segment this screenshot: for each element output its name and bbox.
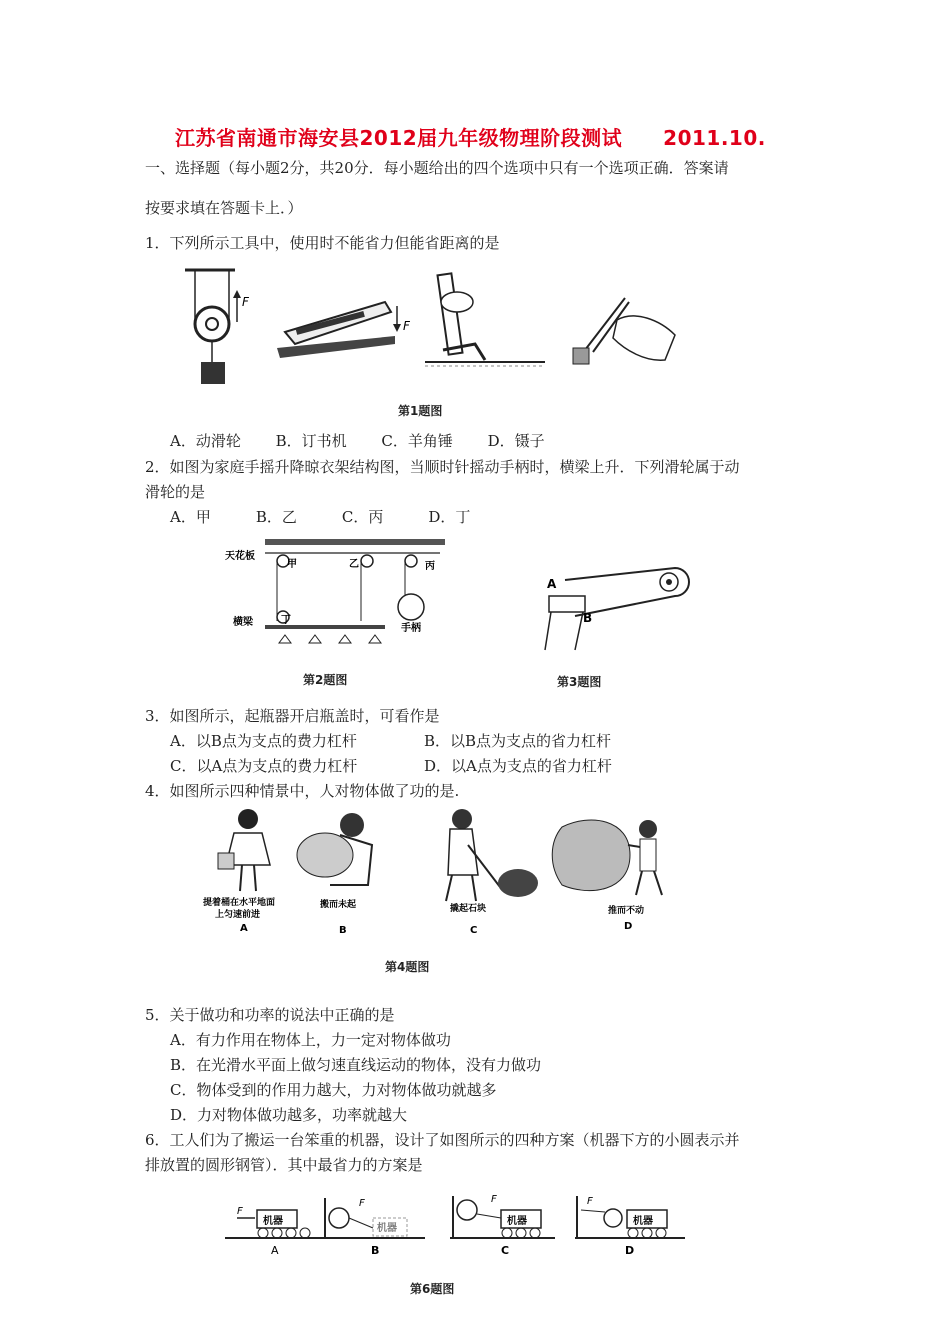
svg-text:搬而未起: 搬而未起 bbox=[320, 900, 357, 910]
q3-stem: 3．如图所示，起瓶器开启瓶盖时，可看作是 bbox=[145, 707, 440, 725]
q1-options: A．动滑轮 B．订书机 C．羊角锤 D．镊子 bbox=[170, 432, 545, 450]
q3-option-b: B．以B点为支点的省力杠杆 bbox=[424, 732, 612, 750]
svg-text:机器: 机器 bbox=[633, 1216, 653, 1227]
svg-text:D: D bbox=[624, 921, 633, 932]
q5-option-a: A．有力作用在物体上，力一定对物体做功 bbox=[170, 1031, 451, 1049]
q1-stem: 1．下列所示工具中，使用时不能省力但能省距离的是 bbox=[145, 234, 500, 252]
q3-option-d: D．以A点为支点的省力杠杆 bbox=[424, 757, 612, 775]
q1-caption: 第1题图 bbox=[398, 404, 443, 418]
svg-text:推而不动: 推而不动 bbox=[608, 906, 645, 916]
tweezers-figure bbox=[565, 290, 685, 370]
q4-stem: 4．如图所示四种情景中，人对物体做了功的是. bbox=[145, 782, 460, 800]
svg-text:机器: 机器 bbox=[507, 1216, 527, 1227]
q6-stem-line2: 排放置的圆形钢管）．其中最省力的方案是 bbox=[145, 1156, 423, 1174]
q2-stem-line1: 2．如图为家庭手摇升降晾衣架结构图，当顺时针摇动手柄时，横梁上升．下列滑轮属于动 bbox=[145, 458, 740, 476]
page-title: 江苏省南通市海安县2012届九年级物理阶段测试 2011.10. bbox=[175, 126, 766, 150]
svg-text:F: F bbox=[237, 1206, 243, 1217]
movable-pulley-icon bbox=[185, 270, 250, 384]
q3-option-a: A．以B点为支点的费力杠杆 bbox=[170, 732, 357, 750]
svg-text:F: F bbox=[491, 1194, 497, 1205]
svg-text:A: A bbox=[240, 923, 248, 934]
svg-text:上匀速前进: 上匀速前进 bbox=[215, 910, 261, 920]
q3-option-c: C．以A点为支点的费力杠杆 bbox=[170, 757, 358, 775]
q6-caption: 第6题图 bbox=[410, 1282, 455, 1296]
svg-text:丙: 丙 bbox=[425, 561, 435, 572]
scheme-c-diagram bbox=[450, 1194, 555, 1257]
scheme-a-diagram bbox=[225, 1206, 325, 1257]
svg-text:F: F bbox=[242, 295, 249, 309]
q5-option-d: D．力对物体做功越多，功率就越大 bbox=[170, 1106, 408, 1124]
bottle-opener-icon bbox=[545, 568, 689, 650]
svg-text:F: F bbox=[587, 1196, 593, 1207]
svg-text:横梁: 横梁 bbox=[233, 617, 253, 628]
girl-carrying-bucket-icon bbox=[218, 809, 270, 891]
svg-text:C: C bbox=[501, 1244, 510, 1257]
svg-text:天花板: 天花板 bbox=[225, 551, 255, 562]
q1-figure bbox=[185, 262, 565, 392]
svg-text:甲: 甲 bbox=[287, 559, 297, 570]
svg-text:B: B bbox=[339, 925, 347, 936]
svg-text:提着桶在水平地面: 提着桶在水平地面 bbox=[203, 898, 276, 908]
q2-stem-line2: 滑轮的是 bbox=[145, 483, 206, 501]
claw-hammer-icon bbox=[425, 273, 545, 366]
svg-text:F: F bbox=[403, 319, 410, 333]
q2-figure bbox=[225, 535, 445, 655]
q3-caption: 第3题图 bbox=[557, 675, 602, 689]
q6-stem-line1: 6．工人们为了搬运一台笨重的机器，设计了如图所示的四种方案（机器下方的小圆表示并 bbox=[145, 1131, 740, 1149]
q4-caption: 第4题图 bbox=[385, 960, 430, 974]
q4-figure bbox=[200, 805, 690, 940]
tweezers-icon bbox=[573, 298, 675, 364]
stapler-icon bbox=[277, 302, 411, 358]
man-prying-stone-icon bbox=[446, 809, 538, 901]
q2-caption: 第2题图 bbox=[303, 673, 348, 687]
q5-stem: 5．关于做功和功率的说法中正确的是 bbox=[145, 1006, 395, 1024]
svg-text:撬起石块: 撬起石块 bbox=[450, 904, 487, 914]
svg-text:B: B bbox=[583, 611, 593, 625]
q2-options: A．甲 B．乙 C．丙 D．丁 bbox=[170, 508, 471, 526]
svg-text:丁: 丁 bbox=[281, 615, 291, 626]
q3-figure bbox=[535, 560, 695, 650]
svg-text:D: D bbox=[625, 1244, 635, 1257]
q5-option-b: B．在光滑水平面上做匀速直线运动的物体，没有力做功 bbox=[170, 1056, 542, 1074]
svg-text:手柄: 手柄 bbox=[401, 623, 421, 634]
svg-text:机器: 机器 bbox=[263, 1216, 283, 1227]
clothes-rack-diagram bbox=[225, 539, 445, 643]
svg-text:F: F bbox=[359, 1198, 365, 1209]
section-heading-line2: 按要求填在答题卡上．） bbox=[145, 199, 303, 217]
svg-text:C: C bbox=[470, 925, 478, 936]
man-lifting-rock-icon bbox=[297, 813, 372, 885]
svg-text:B: B bbox=[371, 1244, 380, 1257]
q5-option-c: C．物体受到的作用力越大，力对物体做功就越多 bbox=[170, 1081, 497, 1099]
svg-text:机器: 机器 bbox=[377, 1223, 397, 1234]
svg-text:A: A bbox=[547, 577, 557, 591]
q6-figure bbox=[225, 1188, 685, 1263]
svg-text:乙: 乙 bbox=[349, 559, 359, 570]
svg-text:A: A bbox=[271, 1244, 279, 1257]
scheme-d-diagram bbox=[575, 1196, 685, 1257]
boy-pushing-rock-icon bbox=[552, 820, 662, 895]
scheme-b-diagram bbox=[325, 1198, 425, 1257]
section-heading-line1: 一、选择题（每小题2分，共20分．每小题给出的四个选项中只有一个选项正确．答案请 bbox=[145, 159, 729, 177]
